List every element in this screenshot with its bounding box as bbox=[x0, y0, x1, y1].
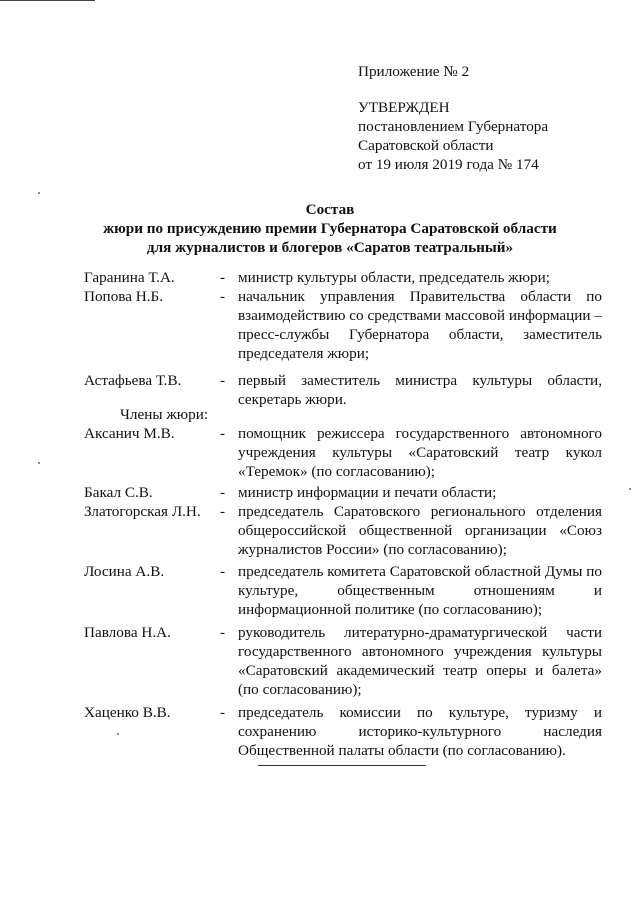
roster-row bbox=[84, 502, 602, 559]
scan-speck bbox=[38, 192, 40, 194]
dash-separator: - bbox=[220, 288, 226, 305]
member-role: первый заместитель министра культуры области, секретарь жюри. bbox=[238, 372, 602, 408]
member-role: председатель комиссии по культуре, туризму и сохранению историко-культурного наследия Общественной палаты области (по согласованию). bbox=[238, 704, 602, 759]
title-line: жюри по присуждению премии Губернатора Саратовской области bbox=[103, 220, 557, 237]
document-title bbox=[60, 200, 600, 257]
member-name: Лосина А.В. bbox=[84, 563, 165, 580]
member-name: Аксанич М.В. bbox=[84, 425, 175, 442]
member-name: Хаценко В.В. bbox=[84, 704, 171, 721]
dash-separator: - bbox=[220, 425, 226, 442]
member-role: руководитель литературно-драматургической части государственного автономного учреждения культуры «Саратовский академический театр оперы и балета» (по согласованию); bbox=[238, 624, 602, 698]
title-line: для журналистов и блогеров «Саратов театральный» bbox=[146, 239, 514, 256]
approval-date: от 19 июля 2019 года № 174 bbox=[358, 156, 539, 173]
roster-row bbox=[84, 483, 602, 502]
dash-separator: - bbox=[220, 503, 226, 520]
dash-separator: - bbox=[220, 484, 226, 501]
dash-separator: - bbox=[220, 269, 226, 286]
member-name: Златогорская Л.Н. bbox=[84, 503, 201, 520]
member-name: Астафьева Т.В. bbox=[84, 372, 182, 389]
member-role: председатель комитета Саратовской областной Думы по культуре, общественным отношениям и информационной политике (по согласованию); bbox=[238, 563, 602, 618]
roster-row bbox=[84, 371, 602, 409]
approved-label: УТВЕРЖДЕН bbox=[358, 99, 450, 116]
member-name: Бакал С.В. bbox=[84, 484, 153, 501]
approval-stamp-block bbox=[358, 62, 618, 174]
roster-row bbox=[84, 703, 602, 760]
roster-row bbox=[84, 268, 602, 287]
dash-separator: - bbox=[220, 704, 226, 721]
member-role: министр информации и печати области; bbox=[238, 484, 497, 501]
jury-leadership-list bbox=[84, 268, 602, 409]
dash-separator: - bbox=[220, 372, 226, 389]
member-role: начальник управления Правительства области по взаимодействию со средствами массовой информации – пресс-службы Губернатора области, заместитель председателя жюри; bbox=[238, 288, 602, 362]
roster-row bbox=[84, 623, 602, 699]
closing-rule bbox=[258, 765, 426, 766]
title-line: Состав bbox=[305, 201, 355, 218]
scan-speck bbox=[38, 462, 40, 464]
member-name: Павлова Н.А. bbox=[84, 624, 171, 641]
approval-line: Саратовской области bbox=[358, 137, 494, 154]
roster-row bbox=[84, 287, 602, 363]
member-name: Попова Н.Б. bbox=[84, 288, 164, 305]
approval-line: постановлением Губернатора bbox=[358, 118, 549, 135]
dash-separator: - bbox=[220, 563, 226, 580]
roster-row bbox=[84, 562, 602, 619]
member-role: помощник режиссера государственного автономного учреждения культуры «Саратовский театр кукол «Теремок» (по согласованию); bbox=[238, 425, 602, 480]
member-role: председатель Саратовского регионального отделения общероссийской общественной организации «Союз журналистов России» (по согласованию); bbox=[238, 503, 602, 558]
roster-row bbox=[84, 424, 602, 481]
member-name: Гаранина Т.А. bbox=[84, 269, 175, 286]
jury-members-list bbox=[84, 424, 602, 760]
member-role: министр культуры области, председатель жюри; bbox=[238, 269, 550, 286]
members-heading: Члены жюри: bbox=[120, 406, 209, 423]
dash-separator: - bbox=[220, 624, 226, 641]
scan-speck bbox=[629, 488, 631, 490]
spacer bbox=[358, 81, 618, 98]
appendix-number: Приложение № 2 bbox=[358, 63, 470, 80]
scan-edge-line bbox=[0, 0, 95, 1]
